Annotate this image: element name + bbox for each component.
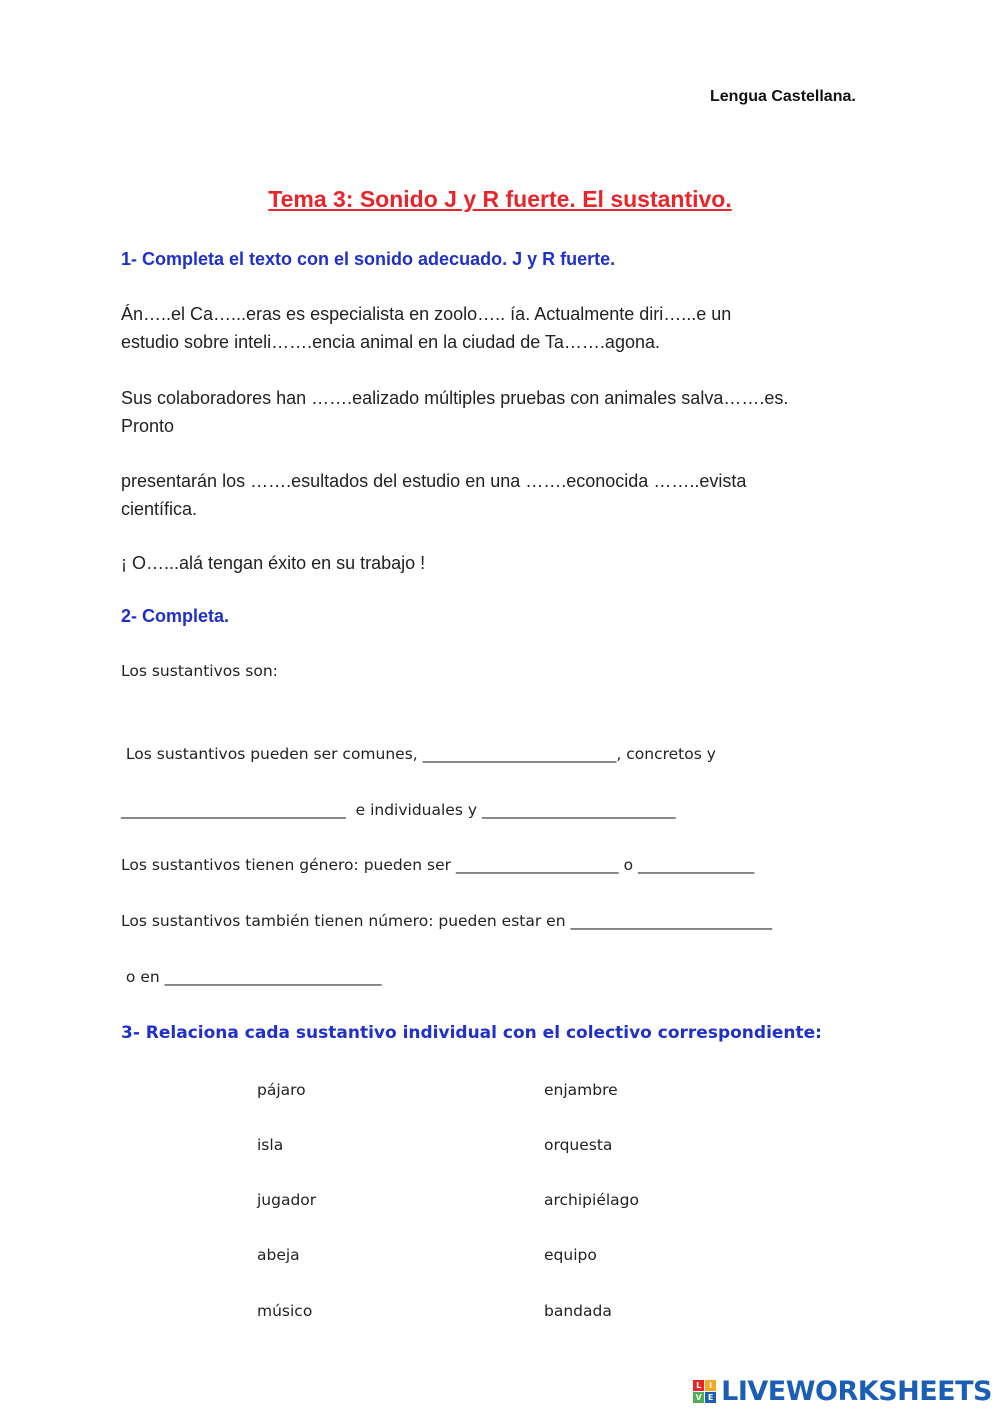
individual-noun: isla [257,1136,284,1154]
paragraph-line: ¡ O…...alá tengan éxito en su trabajo ! [121,553,426,573]
paragraph-line: presentarán los …….esultados del estudio en una …….econocida ……..evista [121,471,747,491]
collective-noun: enjambre [544,1081,618,1099]
page-title: Tema 3: Sonido J y R fuerte. El sustantivo. [268,186,732,212]
individual-noun: músico [257,1302,313,1320]
fill-line: Los sustantivos tienen género: pueden ser _____________________ o _______________ [121,856,755,874]
fill-line: _____________________________ e individuales y _________________________ [121,801,676,819]
collective-noun: archipiélago [544,1191,639,1209]
paragraph-line: estudio sobre inteli…….encia animal en la ciudad de Ta…….agona. [121,332,660,352]
paragraph-line: Án…..el Ca…...eras es especialista en zoolo….. ía. Actualmente diri…...e un [121,304,732,324]
individual-noun: pájaro [257,1081,306,1099]
section-2-heading: 2- Completa. [121,606,230,626]
subject-label: Lengua Castellana. [710,88,856,105]
logo-mark-letter: V [693,1392,704,1403]
individual-noun: abeja [257,1246,300,1264]
fill-line: Los sustantivos pueden ser comunes, _________________________, concretos y [121,745,716,763]
collective-noun: equipo [544,1246,597,1264]
paragraph-line: Sus colaboradores han …….ealizado múltiples pruebas con animales salva…….es. [121,388,789,408]
fill-line: Los sustantivos son: [121,662,278,680]
logo-text: LIVEWORKSHEETS [721,1376,992,1407]
section-1-heading: 1- Completa el texto con el sonido adecuado. J y R fuerte. [121,249,616,269]
section-3-heading: 3- Relaciona cada sustantivo individual con el colectivo correspondiente: [121,1023,822,1043]
fill-line: Los sustantivos también tienen número: pueden estar en __________________________ [121,912,772,930]
liveworksheets-logo[interactable] [693,1376,992,1407]
paragraph-line: Pronto [121,416,175,436]
logo-mark-letter: I [705,1380,716,1391]
paragraph-line: científica. [121,499,198,519]
fill-line: o en ____________________________ [121,968,382,986]
collective-noun: orquesta [544,1136,613,1154]
logo-mark-letter: L [693,1380,704,1391]
collective-noun: bandada [544,1302,612,1320]
individual-noun: jugador [257,1191,317,1209]
logo-mark-icon [693,1380,716,1403]
logo-mark-letter: E [705,1392,716,1403]
